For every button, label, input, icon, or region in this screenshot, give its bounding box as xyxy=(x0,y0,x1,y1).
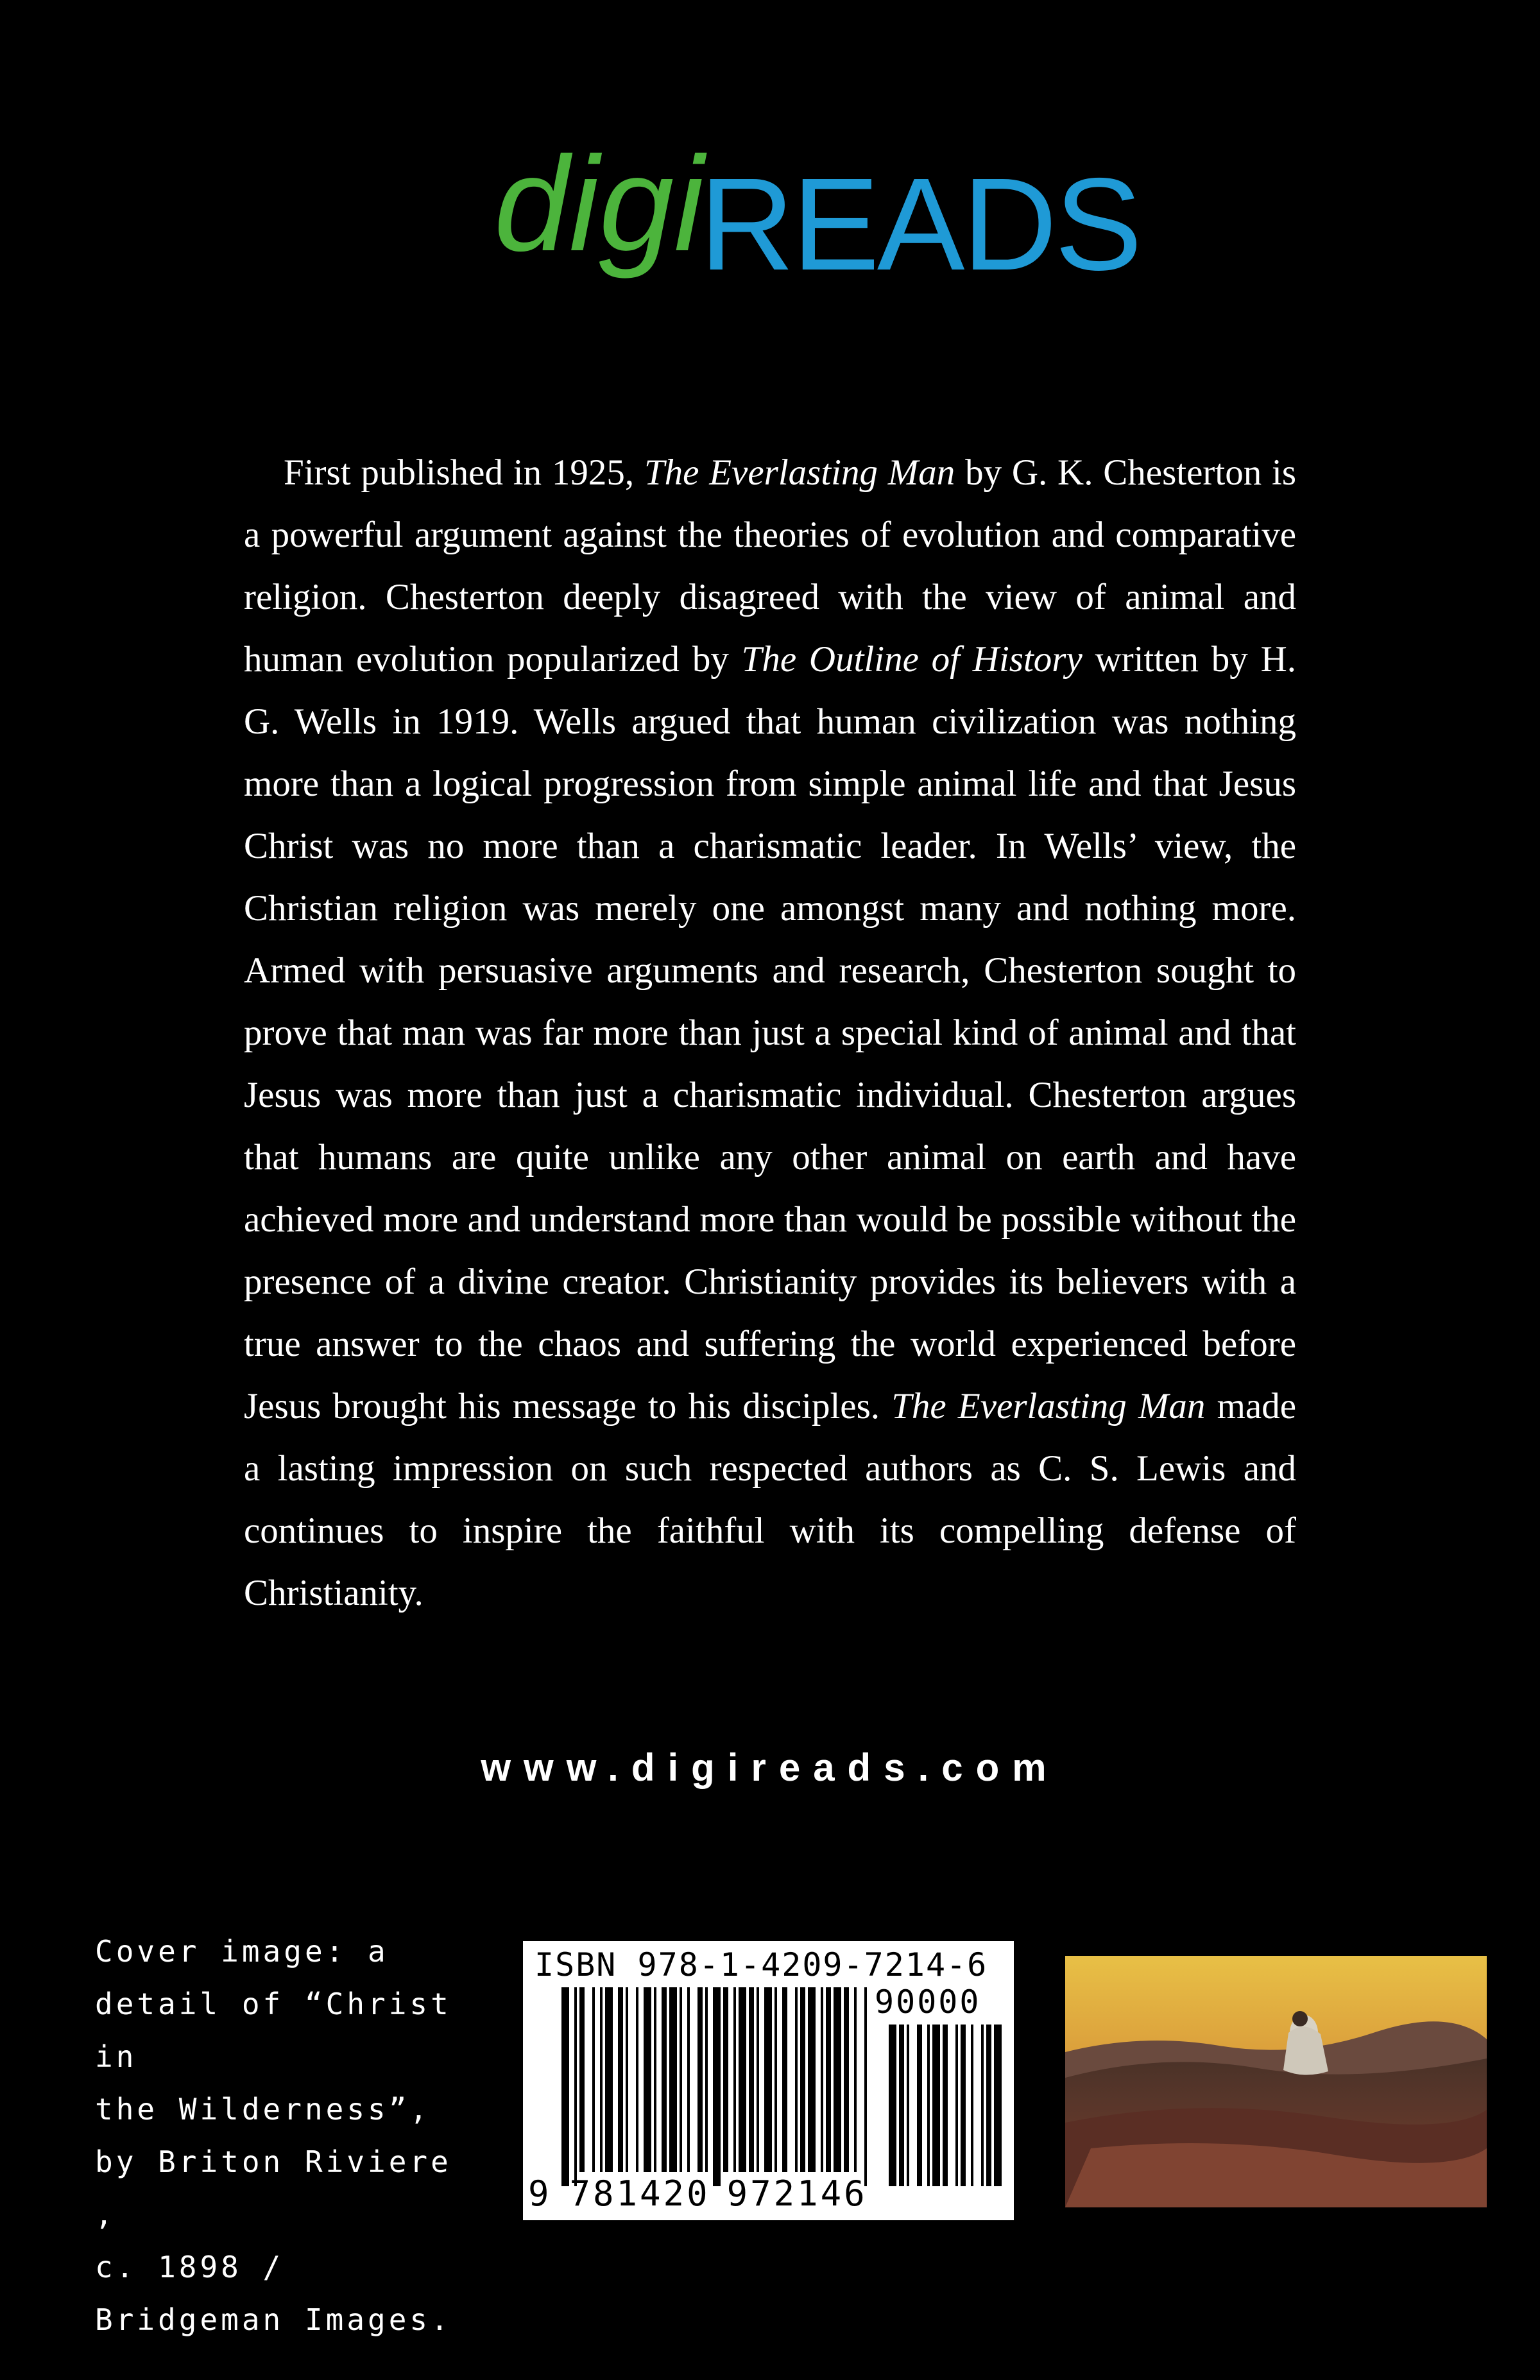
ean-right-group: 972146 xyxy=(726,2173,868,2214)
cover-image-credit: Cover image: a detail of “Christ in the Wilderness”, by Briton Riviere , c. 1898 / Bridgeman Images. xyxy=(95,1934,452,2337)
digireads-logo-icon xyxy=(481,125,1140,318)
blurb-title-1: The Everlasting Man xyxy=(644,452,955,493)
ean-digits xyxy=(528,2173,868,2214)
publisher-logo xyxy=(0,125,1540,318)
isbn-barcode xyxy=(523,1941,1014,2220)
ean-first-digit: 9 xyxy=(528,2173,552,2214)
ean-left-group: 781420 xyxy=(569,2173,710,2214)
blurb-title-2: The Outline of History xyxy=(741,639,1082,680)
cover-painting-thumbnail xyxy=(1065,1956,1487,2207)
book-description xyxy=(244,441,1296,1624)
blurb-text-1: First published in 1925, xyxy=(284,452,635,493)
price-addon: 90000 xyxy=(875,1983,981,2021)
blurb-title-3: The Everlasting Man xyxy=(891,1386,1206,1426)
logo-reads: READS xyxy=(699,151,1140,298)
christ-in-wilderness-painting-icon xyxy=(1065,1956,1487,2207)
blurb-text-3: written by H. G. Wells in 1919. Wells argued that human civilization was nothing more than a logical progression from simple animal life and that Jesus Christ was no more than a charismatic leader. In Wells’ view, the Christian religion was merely one amongst many and nothing more. Armed with persuasive arguments and research, Chesterton sought to prove that man was far more than just a special kind of animal and that Jesus was more than just a charismatic individual. Chesterton argues that humans are quite unlike any other animal on earth and have achieved more and understand more than would be possible without the presence of a divine creator. Christianity provides its believers with a true answer to the chaos and suffering the world experienced before Jesus brought his message to his disciples. xyxy=(244,639,1296,1426)
blurb-text-2: by G. K. Chesterton is a powerful argument against the theories of evolution and comparative religion. Chesterton deeply disagreed with the view of animal and human evolution popularized by xyxy=(244,452,1297,680)
isbn-number: ISBN 978-1-4209-7214-6 xyxy=(535,1946,988,1983)
logo-digi: digi xyxy=(494,128,704,279)
blurb-text-4: made a lasting impression on such respected authors as C. S. Lewis and continues to inspire the faithful with its compelling defense of Christianity. xyxy=(244,1386,1297,1613)
website-url: www.digireads.com xyxy=(481,1746,1059,1789)
